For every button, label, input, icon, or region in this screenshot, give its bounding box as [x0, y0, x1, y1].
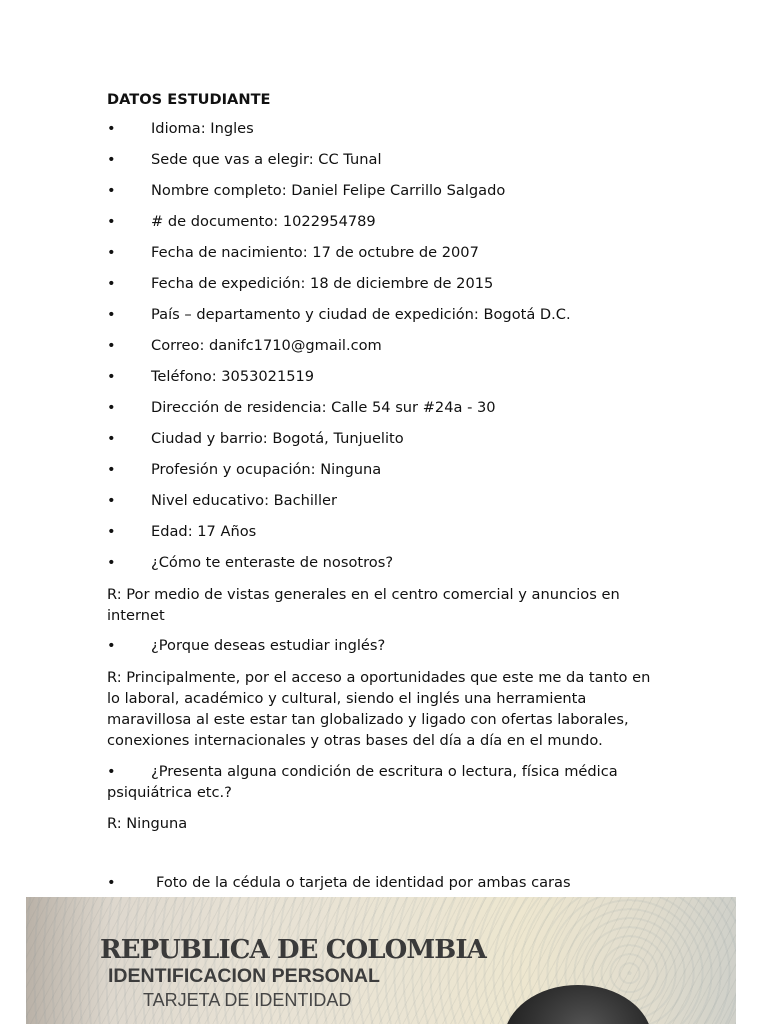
- list-item-text: Idioma: Ingles: [151, 120, 254, 137]
- list-item-text: Sede que vas a elegir: CC Tunal: [151, 151, 382, 168]
- id-card-image: [26, 897, 736, 1024]
- question-id-photo: [107, 873, 667, 892]
- list-item: [107, 491, 667, 510]
- list-item: [107, 212, 667, 231]
- document-title: DATOS ESTUDIANTE: [107, 91, 271, 108]
- bullet-mark: •: [107, 244, 116, 261]
- id-card-photo: [504, 985, 652, 1024]
- student-data-list: [107, 119, 667, 541]
- question-text: ¿Cómo te enteraste de nosotros?: [151, 554, 394, 571]
- question-condition: [107, 761, 667, 803]
- list-item-text: País – departamento y ciudad de expedición: Bogotá D.C.: [151, 306, 571, 323]
- list-item: [107, 305, 667, 324]
- id-card-type: TARJETA DE IDENTIDAD: [143, 990, 352, 1010]
- question-text: Foto de la cédula o tarjeta de identidad por ambas caras: [156, 874, 571, 891]
- list-item-text: # de documento: 1022954789: [151, 213, 376, 230]
- list-item: [107, 181, 667, 200]
- spacer: [107, 844, 667, 873]
- bullet-mark: •: [107, 874, 116, 891]
- question-text: ¿Porque deseas estudiar inglés?: [151, 637, 386, 654]
- list-item: [107, 150, 667, 169]
- bullet-mark: •: [107, 554, 116, 571]
- bullet-mark: •: [107, 182, 116, 199]
- bullet-mark: •: [107, 763, 116, 780]
- bullet-mark: •: [107, 461, 116, 478]
- bullet-mark: •: [107, 368, 116, 385]
- list-item: [107, 429, 667, 448]
- list-item-text: Teléfono: 3053021519: [151, 368, 315, 385]
- list-item-text: Ciudad y barrio: Bogotá, Tunjuelito: [151, 430, 404, 447]
- list-item: [107, 460, 667, 479]
- list-item: [107, 336, 667, 355]
- bullet-mark: •: [107, 151, 116, 168]
- list-item-text: Nombre completo: Daniel Felipe Carrillo Salgado: [151, 182, 506, 199]
- bullet-mark: •: [107, 523, 116, 540]
- list-item-text: Nivel educativo: Bachiller: [151, 492, 338, 509]
- bullet-mark: •: [107, 430, 116, 447]
- list-item: [107, 367, 667, 386]
- list-item-text: Fecha de expedición: 18 de diciembre de 2015: [151, 275, 494, 292]
- bullet-mark: •: [107, 637, 116, 654]
- list-item: [107, 274, 667, 293]
- list-item-text: Profesión y ocupación: Ninguna: [151, 461, 382, 478]
- list-item-text: Edad: 17 Años: [151, 523, 257, 540]
- list-item-text: Dirección de residencia: Calle 54 sur #24a - 30: [151, 399, 496, 416]
- bullet-mark: •: [107, 275, 116, 292]
- bullet-mark: •: [107, 213, 116, 230]
- list-item: [107, 398, 667, 417]
- answer-how-found: R: Por medio de vistas generales en el centro comercial y anuncios en internet: [107, 586, 620, 624]
- answer-condition: R: Ninguna: [107, 815, 188, 832]
- id-card-heading: IDENTIFICACION PERSONAL: [108, 965, 380, 987]
- question-how-found: [107, 553, 667, 572]
- list-item-text: Fecha de nacimiento: 17 de octubre de 2007: [151, 244, 479, 261]
- list-item: [107, 243, 667, 262]
- bullet-mark: •: [107, 492, 116, 509]
- bullet-mark: •: [107, 306, 116, 323]
- bullet-mark: •: [107, 120, 116, 137]
- bullet-mark: •: [107, 399, 116, 416]
- question-text: ¿Presenta alguna condición de escritura o lectura, física médica psiquiátrica etc.?: [107, 763, 618, 801]
- question-why-english: [107, 636, 667, 655]
- list-item: [107, 119, 667, 138]
- document-body: [107, 90, 667, 904]
- bullet-mark: •: [107, 337, 116, 354]
- list-item-text: Correo: danifc1710@gmail.com: [151, 337, 382, 354]
- answer-why-english: R: Principalmente, por el acceso a oportunidades que este me da tanto en lo laboral, académico y cultural, siendo el inglés una herramienta maravillosa al este estar tan globalizado y ligado con ofertas laborales, conexiones internacionales y otras bases del día a día en el mundo.: [107, 669, 651, 749]
- id-card-country: REPUBLICA DE COLOMBIA: [100, 935, 486, 965]
- list-item: [107, 522, 667, 541]
